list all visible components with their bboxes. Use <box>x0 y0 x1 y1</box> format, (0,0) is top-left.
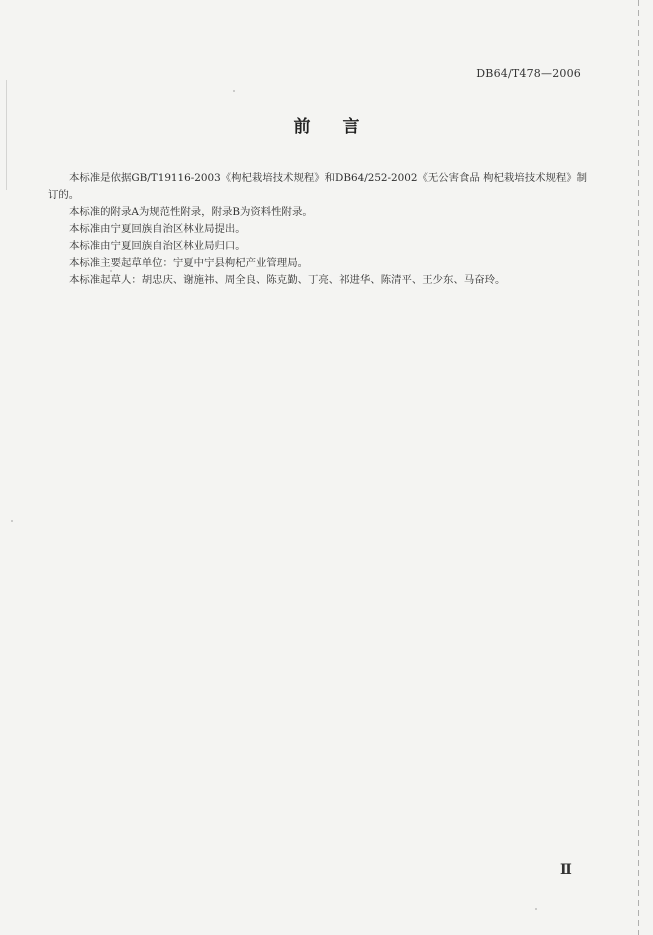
paragraph: 本标准由宁夏回族自治区林业局提出。 <box>69 223 246 235</box>
paragraph: 本标准的附录A为规范性附录，附录B为资料性附录。 <box>69 206 313 218</box>
scan-speck <box>233 90 235 92</box>
page-number: Ⅱ <box>560 862 572 878</box>
document-code: DB64/T478—2006 <box>476 67 581 80</box>
paragraph: 本标准由宁夏回族自治区林业局归口。 <box>69 240 246 252</box>
foreword-body <box>48 170 596 289</box>
title-char: 前 <box>293 117 311 137</box>
scan-edge-right <box>638 0 639 935</box>
page-title <box>0 112 653 137</box>
paragraph: 本标准是依据GB/T19116-2003《枸杞栽培技术规程》和DB64/252-2002《无公害食品 枸杞栽培技术规程》制订的。 <box>48 172 588 201</box>
paragraph: 本标准主要起草单位：宁夏中宁县枸杞产业管理局。 <box>69 257 308 269</box>
title-char: 言 <box>342 117 360 137</box>
scan-speck <box>11 520 13 522</box>
scan-speck <box>535 908 537 910</box>
paragraph: 本标准起草人：胡忠庆、谢施祎、周全良、陈克勤、丁亮、祁进华、陈清平、王少东、马奋玲。 <box>69 274 506 286</box>
